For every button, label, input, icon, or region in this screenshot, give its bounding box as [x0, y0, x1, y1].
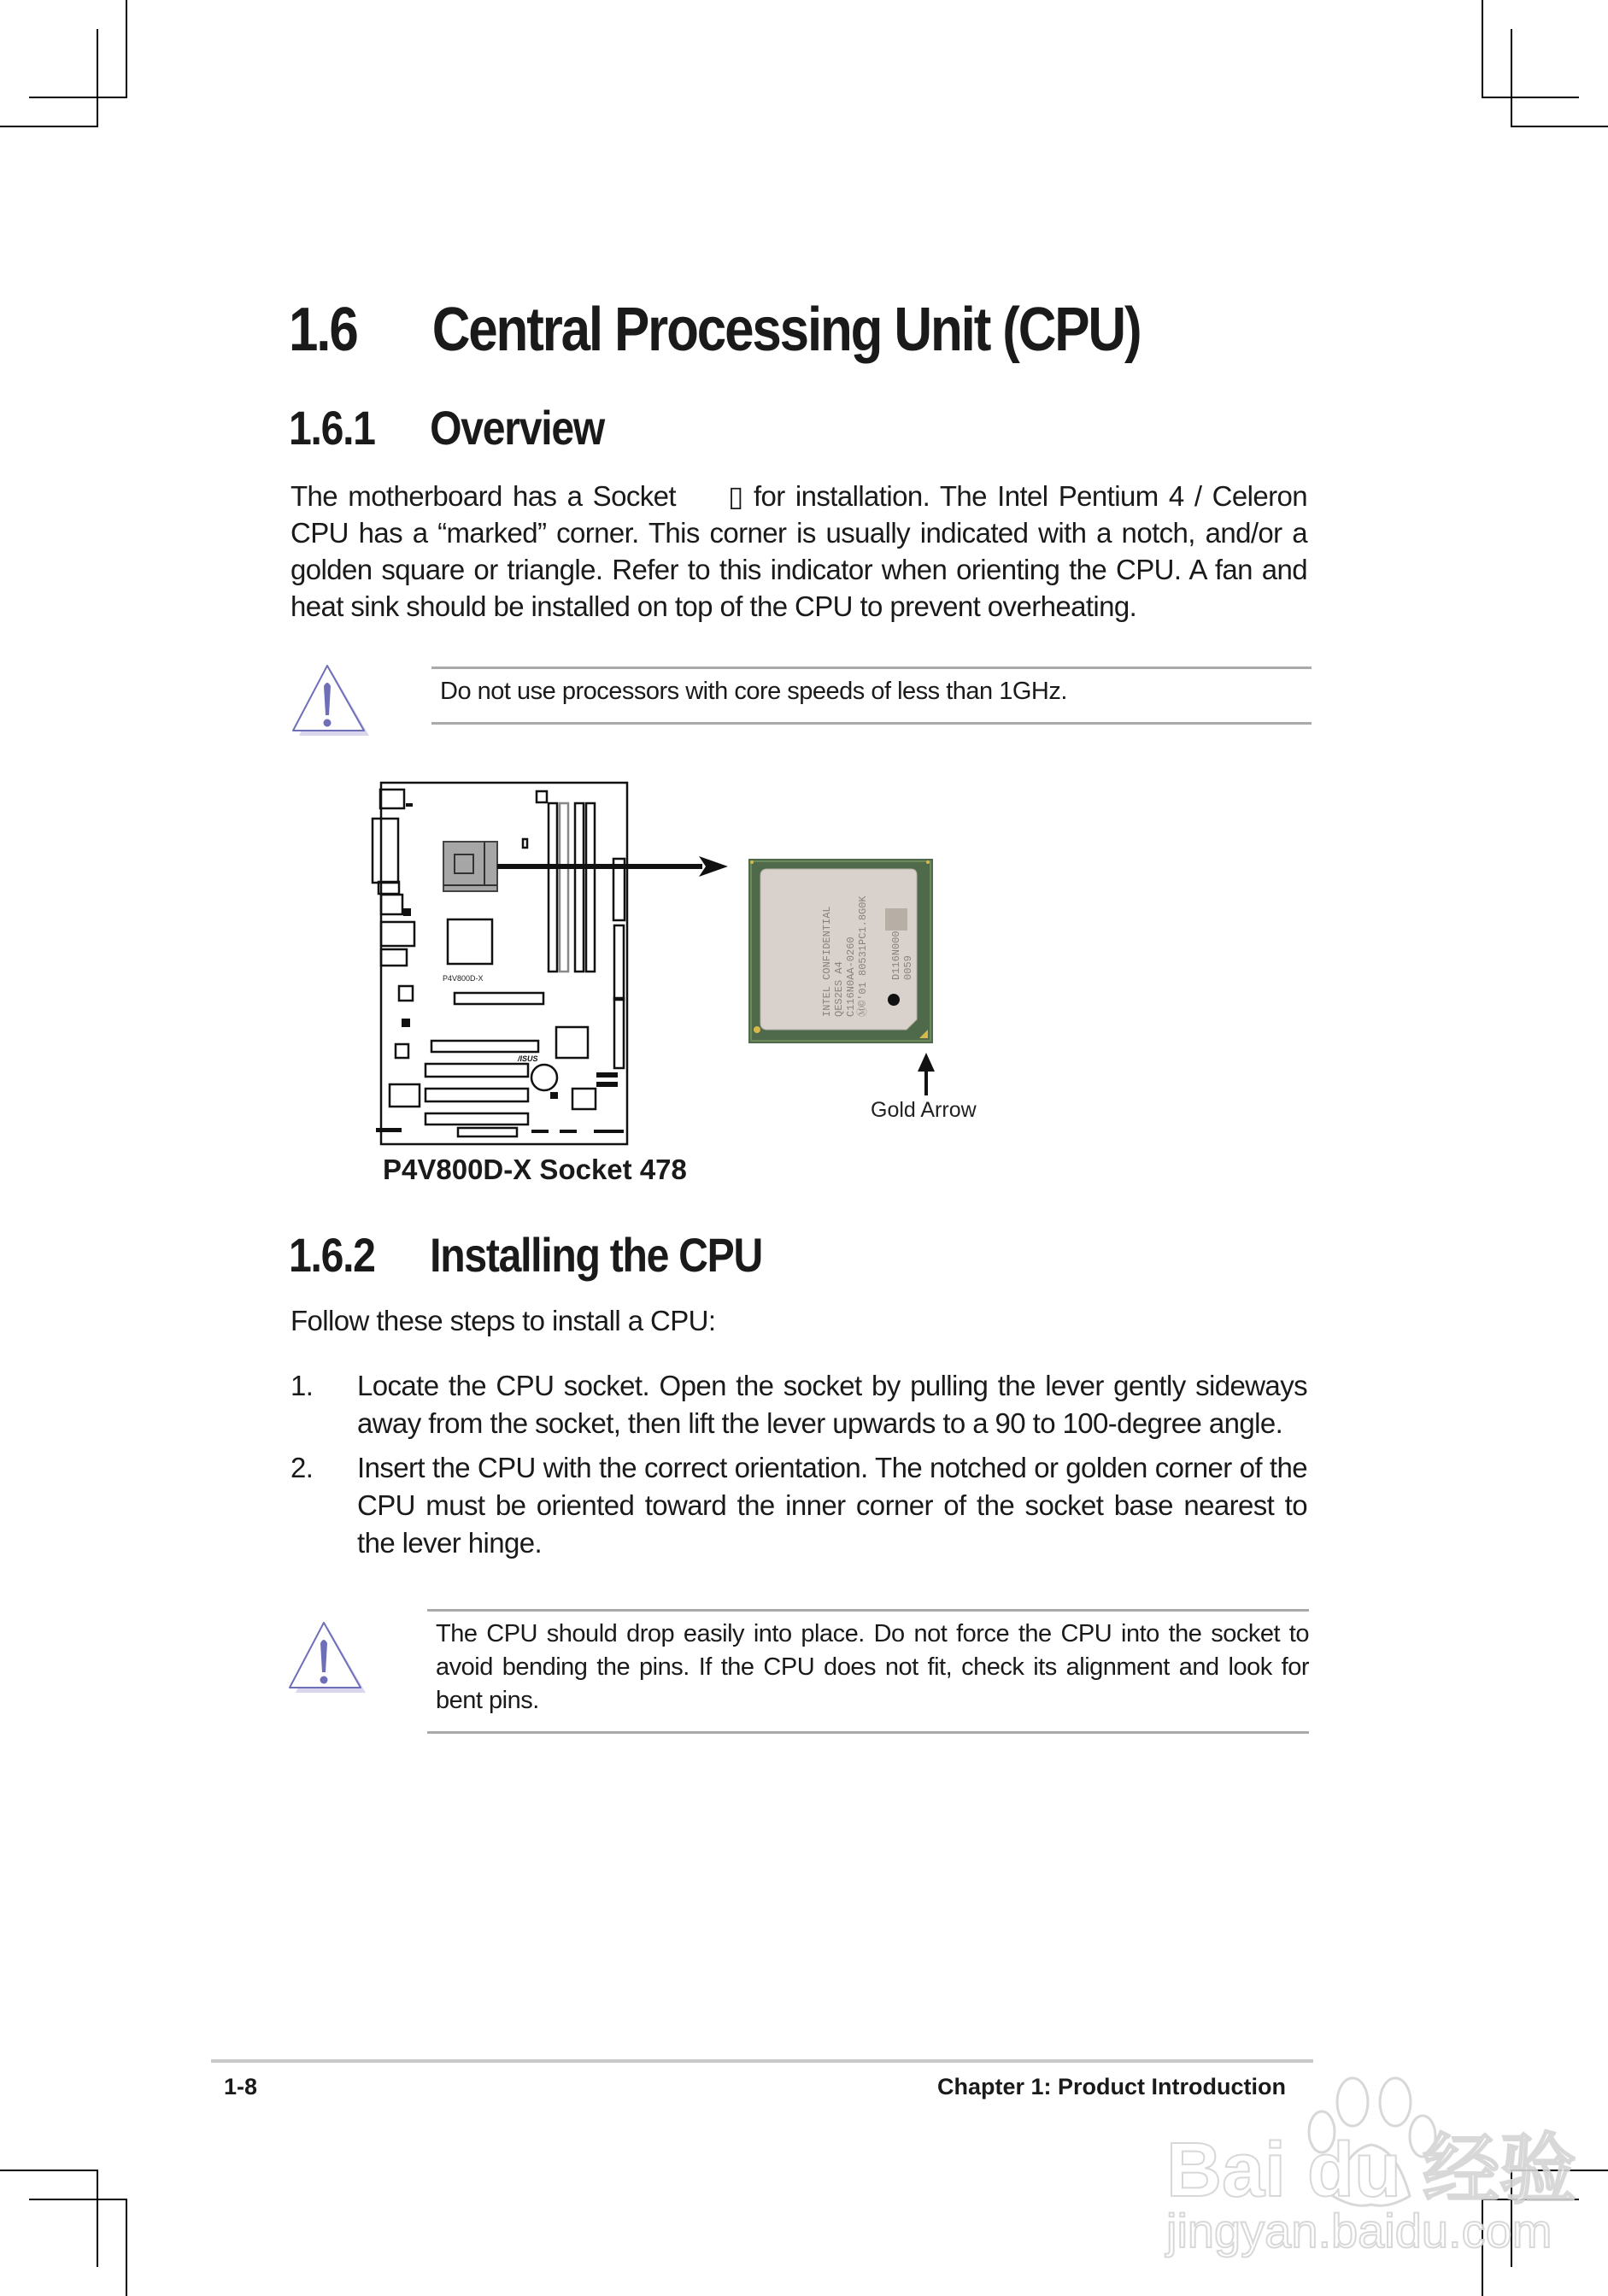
overview-heading-number: 1.6.1 [289, 401, 375, 455]
step-text: Locate the CPU socket. Open the socket by pulling the lever gently sideways away from the socket, then lift the lever upwards to a 90 to 100-degree angle. [357, 1370, 1307, 1439]
overview-line: The motherboard has a Socket ▯ for installation. The Intel Pentium 4 / Celeron [290, 480, 1307, 512]
footer-chapter: Chapter 1: Product Introduction [937, 2074, 1286, 2099]
svg-text:INTEL CONFIDENTIAL: INTEL CONFIDENTIAL [821, 906, 833, 1017]
installing-heading-number: 1.6.2 [289, 1228, 375, 1282]
overview-heading-title: Overview [430, 401, 604, 455]
section-title [289, 295, 1140, 365]
svg-text:C116N0AA-0260: C116N0AA-0260 [845, 937, 857, 1017]
board-label: P4V800D-X [443, 974, 484, 983]
installing-heading [289, 1227, 762, 1283]
step-marker: 2. [290, 1452, 314, 1483]
figure-caption: P4V800D-X Socket 478 [383, 1154, 687, 1185]
arrow-up-icon [916, 1053, 936, 1095]
step-text: Insert the CPU with the correct orientation. The notched or golden corner of the CPU must be oriented toward the inner corner of the socket base nearest to the lever hinge. [357, 1452, 1307, 1559]
cpu-photo [748, 859, 938, 1048]
step-item [290, 1449, 1307, 1565]
caution-triangle-icon [290, 662, 373, 739]
section-number: 1.6 [289, 296, 357, 364]
gold-arrow-label: Gold Arrow [871, 1098, 977, 1122]
caution-text-1: Do not use processors with core speeds of less than 1GHz. [440, 678, 1067, 705]
motherboard-layout-diagram [346, 773, 731, 1149]
overview-line: heat sink should be installed on top of the CPU to prevent overheating. [290, 590, 1137, 622]
caution-text-2 [436, 1618, 1309, 1718]
overview-heading [289, 400, 604, 455]
watermark-url: jingyan.baidu.com [1166, 2204, 1552, 2258]
baidu-watermark [1141, 2055, 1577, 2258]
section-title-text: Central Processing Unit (CPU) [431, 296, 1141, 364]
asus-brand-mark: /ISUS [518, 1054, 538, 1063]
overview-line: golden square or triangle. Refer to this indicator when orienting the CPU. A fan and [290, 554, 1307, 585]
step-marker: 1. [290, 1370, 314, 1401]
caution-line: The CPU should drop easily into place. Do not force the CPU into the socket to [436, 1620, 1309, 1647]
watermark-brand: Bai du 经验 [1166, 2128, 1577, 2213]
caution-line: avoid bending the pins. If the CPU does not fit, check its alignment and look for [436, 1653, 1309, 1681]
overview-line: CPU has a “marked” corner. This corner is usually indicated with a notch, and/or a [290, 517, 1307, 549]
svg-text:QES2ES A4: QES2ES A4 [833, 961, 845, 1017]
svg-text:D116N000: D116N000 [890, 931, 902, 980]
installing-intro: Follow these steps to install a CPU: [290, 1305, 716, 1336]
overview-paragraph [290, 478, 1307, 625]
svg-text:0059: 0059 [902, 955, 914, 980]
caution-line: bent pins. [436, 1687, 539, 1714]
installing-heading-title: Installing the CPU [430, 1228, 762, 1282]
svg-text:Ⓜ©'01 80531PC1.8G0K: Ⓜ©'01 80531PC1.8G0K [857, 895, 869, 1017]
arrow-right-icon [699, 856, 728, 877]
caution-triangle-icon [287, 1619, 369, 1696]
step-item [290, 1367, 1307, 1444]
page-number: 1-8 [224, 2074, 258, 2099]
